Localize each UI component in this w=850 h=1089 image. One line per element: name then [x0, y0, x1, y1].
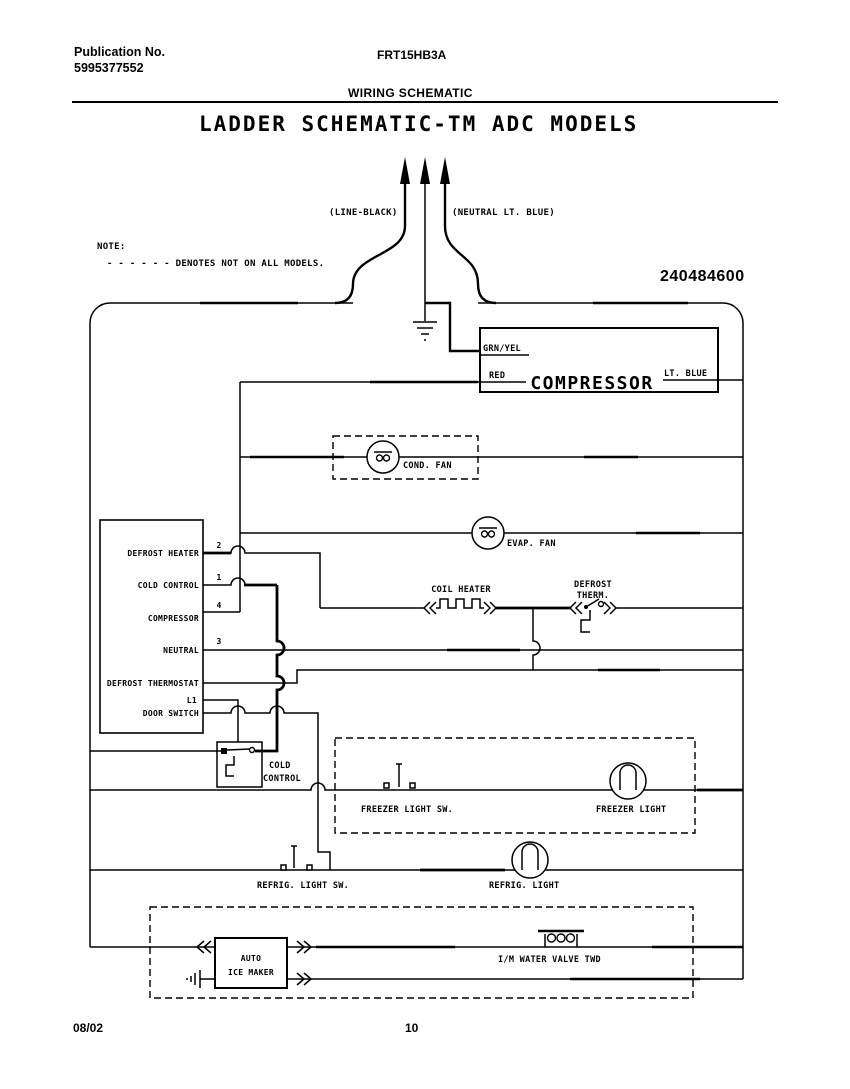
power-rails — [90, 303, 743, 979]
valve-coil-loop — [557, 934, 565, 942]
cold-control-contact — [221, 748, 227, 754]
ice-maker-label-2: ICE MAKER — [227, 968, 275, 977]
freezer-light-bulb-icon — [610, 763, 646, 799]
evap-fan-label: EVAP. FAN — [507, 539, 556, 549]
refrig-switch-contact — [307, 865, 312, 870]
neutral-arrow-icon — [440, 157, 450, 184]
heater-return-drop — [533, 608, 540, 670]
line-black-label: (LINE-BLACK) — [329, 208, 398, 218]
connector-right-icon — [484, 602, 496, 614]
terminal-num-2: 2 — [216, 541, 222, 550]
coil-heater-icon — [436, 599, 484, 608]
freezer-switch-contact — [384, 783, 389, 788]
red-label: RED — [489, 371, 506, 381]
refrig-switch-contact — [281, 865, 286, 870]
line-supply-wire — [335, 184, 405, 303]
compressor-label: COMPRESSOR — [530, 373, 654, 394]
refrig-light-circuit — [90, 842, 743, 891]
refrig-light-bulb-icon — [512, 842, 548, 878]
compressor-block — [240, 328, 743, 612]
l1-wire — [203, 700, 238, 742]
cold-control-block — [90, 742, 301, 787]
diagram-title: LADDER SCHEMATIC-TM ADC MODELS — [199, 112, 639, 136]
note-label: NOTE: — [97, 242, 126, 252]
neutral-label: (NEUTRAL LT. BLUE) — [452, 208, 555, 218]
grnyel-label: GRN/YEL — [483, 344, 521, 354]
water-valve-label: I/M WATER VALVE TWD — [498, 955, 601, 965]
terminal-neutral: NEUTRAL — [163, 646, 199, 655]
ltblue-label: LT. BLUE — [664, 369, 708, 379]
footer-date: 08/02 — [73, 1021, 104, 1035]
cold-control-label-2: CONTROL — [263, 774, 301, 784]
cold-control-blade — [227, 749, 250, 750]
terminal-defrost-heater: DEFROST HEATER — [127, 549, 199, 558]
cold-control-contact-open — [250, 748, 255, 753]
part-number: 240484600 — [660, 268, 745, 285]
ice-maker-circuit — [90, 907, 743, 998]
line-arrow-icon — [400, 157, 410, 184]
defrost-therm-label-1: DEFROST — [574, 580, 612, 590]
publication-label: Publication No. — [74, 45, 165, 59]
freezer-light-label: FREEZER LIGHT — [596, 805, 667, 815]
grnyel-feed-wire — [425, 303, 481, 351]
freezer-switch-plunger — [396, 764, 402, 787]
model-number: FRT15HB3A — [377, 48, 447, 62]
refrig-light-label: REFRIG. LIGHT — [489, 881, 560, 891]
terminal-num-1: 1 — [216, 573, 222, 582]
cond-fan-label: COND. FAN — [403, 461, 452, 471]
refrig-switch-plunger — [291, 846, 297, 868]
valve-coil-loop — [567, 934, 575, 942]
defrost-therm-label-2: THERM. — [576, 591, 610, 601]
cold-control-label-1: COLD — [269, 761, 291, 771]
valve-coil-stubs — [545, 934, 577, 947]
ice-maker-optional-box — [150, 907, 693, 998]
note-text: - - - - - - DENOTES NOT ON ALL MODELS. — [107, 259, 325, 269]
section-title: WIRING SCHEMATIC — [348, 86, 473, 100]
therm-connector-left-icon — [570, 602, 582, 614]
terminal-cold-control: COLD CONTROL — [137, 581, 199, 590]
supply-arrows — [335, 157, 496, 351]
therm-contact-open — [599, 602, 604, 607]
coil-heater-label: COIL HEATER — [431, 585, 491, 595]
freezer-light-sw-label: FREEZER LIGHT SW. — [361, 805, 454, 815]
valve-coil-loop — [548, 934, 556, 942]
terminal-door-switch: DOOR SWITCH — [142, 709, 199, 718]
terminal-compressor: COMPRESSOR — [147, 614, 199, 623]
terminal-num-3: 3 — [216, 637, 222, 646]
defrost-heater-row — [320, 580, 743, 632]
freezer-switch-contact — [410, 783, 415, 788]
refrig-light-sw-label: REFRIG. LIGHT SW. — [257, 881, 350, 891]
ice-maker-box — [215, 938, 287, 988]
terminal-defrost-thermostat: DEFROST THERMOSTAT — [106, 679, 199, 688]
terminal-num-4: 4 — [216, 601, 222, 610]
cold-control-sensor-icon — [226, 756, 234, 776]
right-rail — [478, 303, 743, 979]
freezer-light-circuit — [90, 738, 743, 833]
ground-icon — [413, 322, 437, 340]
left-rail — [90, 303, 353, 947]
therm-connector-right-icon — [604, 602, 616, 614]
terminal-l1: L1 — [186, 696, 197, 705]
cold-control-drop-wire — [255, 585, 284, 751]
ground-arrow-icon — [420, 157, 430, 184]
footer-page-number: 10 — [405, 1021, 419, 1035]
ice-maker-label-1: AUTO — [240, 954, 262, 963]
connector-left-icon — [424, 602, 436, 614]
publication-number: 5995377552 — [74, 61, 144, 75]
ice-maker-ground-icon — [187, 970, 200, 988]
neutral-supply-wire — [445, 184, 496, 303]
